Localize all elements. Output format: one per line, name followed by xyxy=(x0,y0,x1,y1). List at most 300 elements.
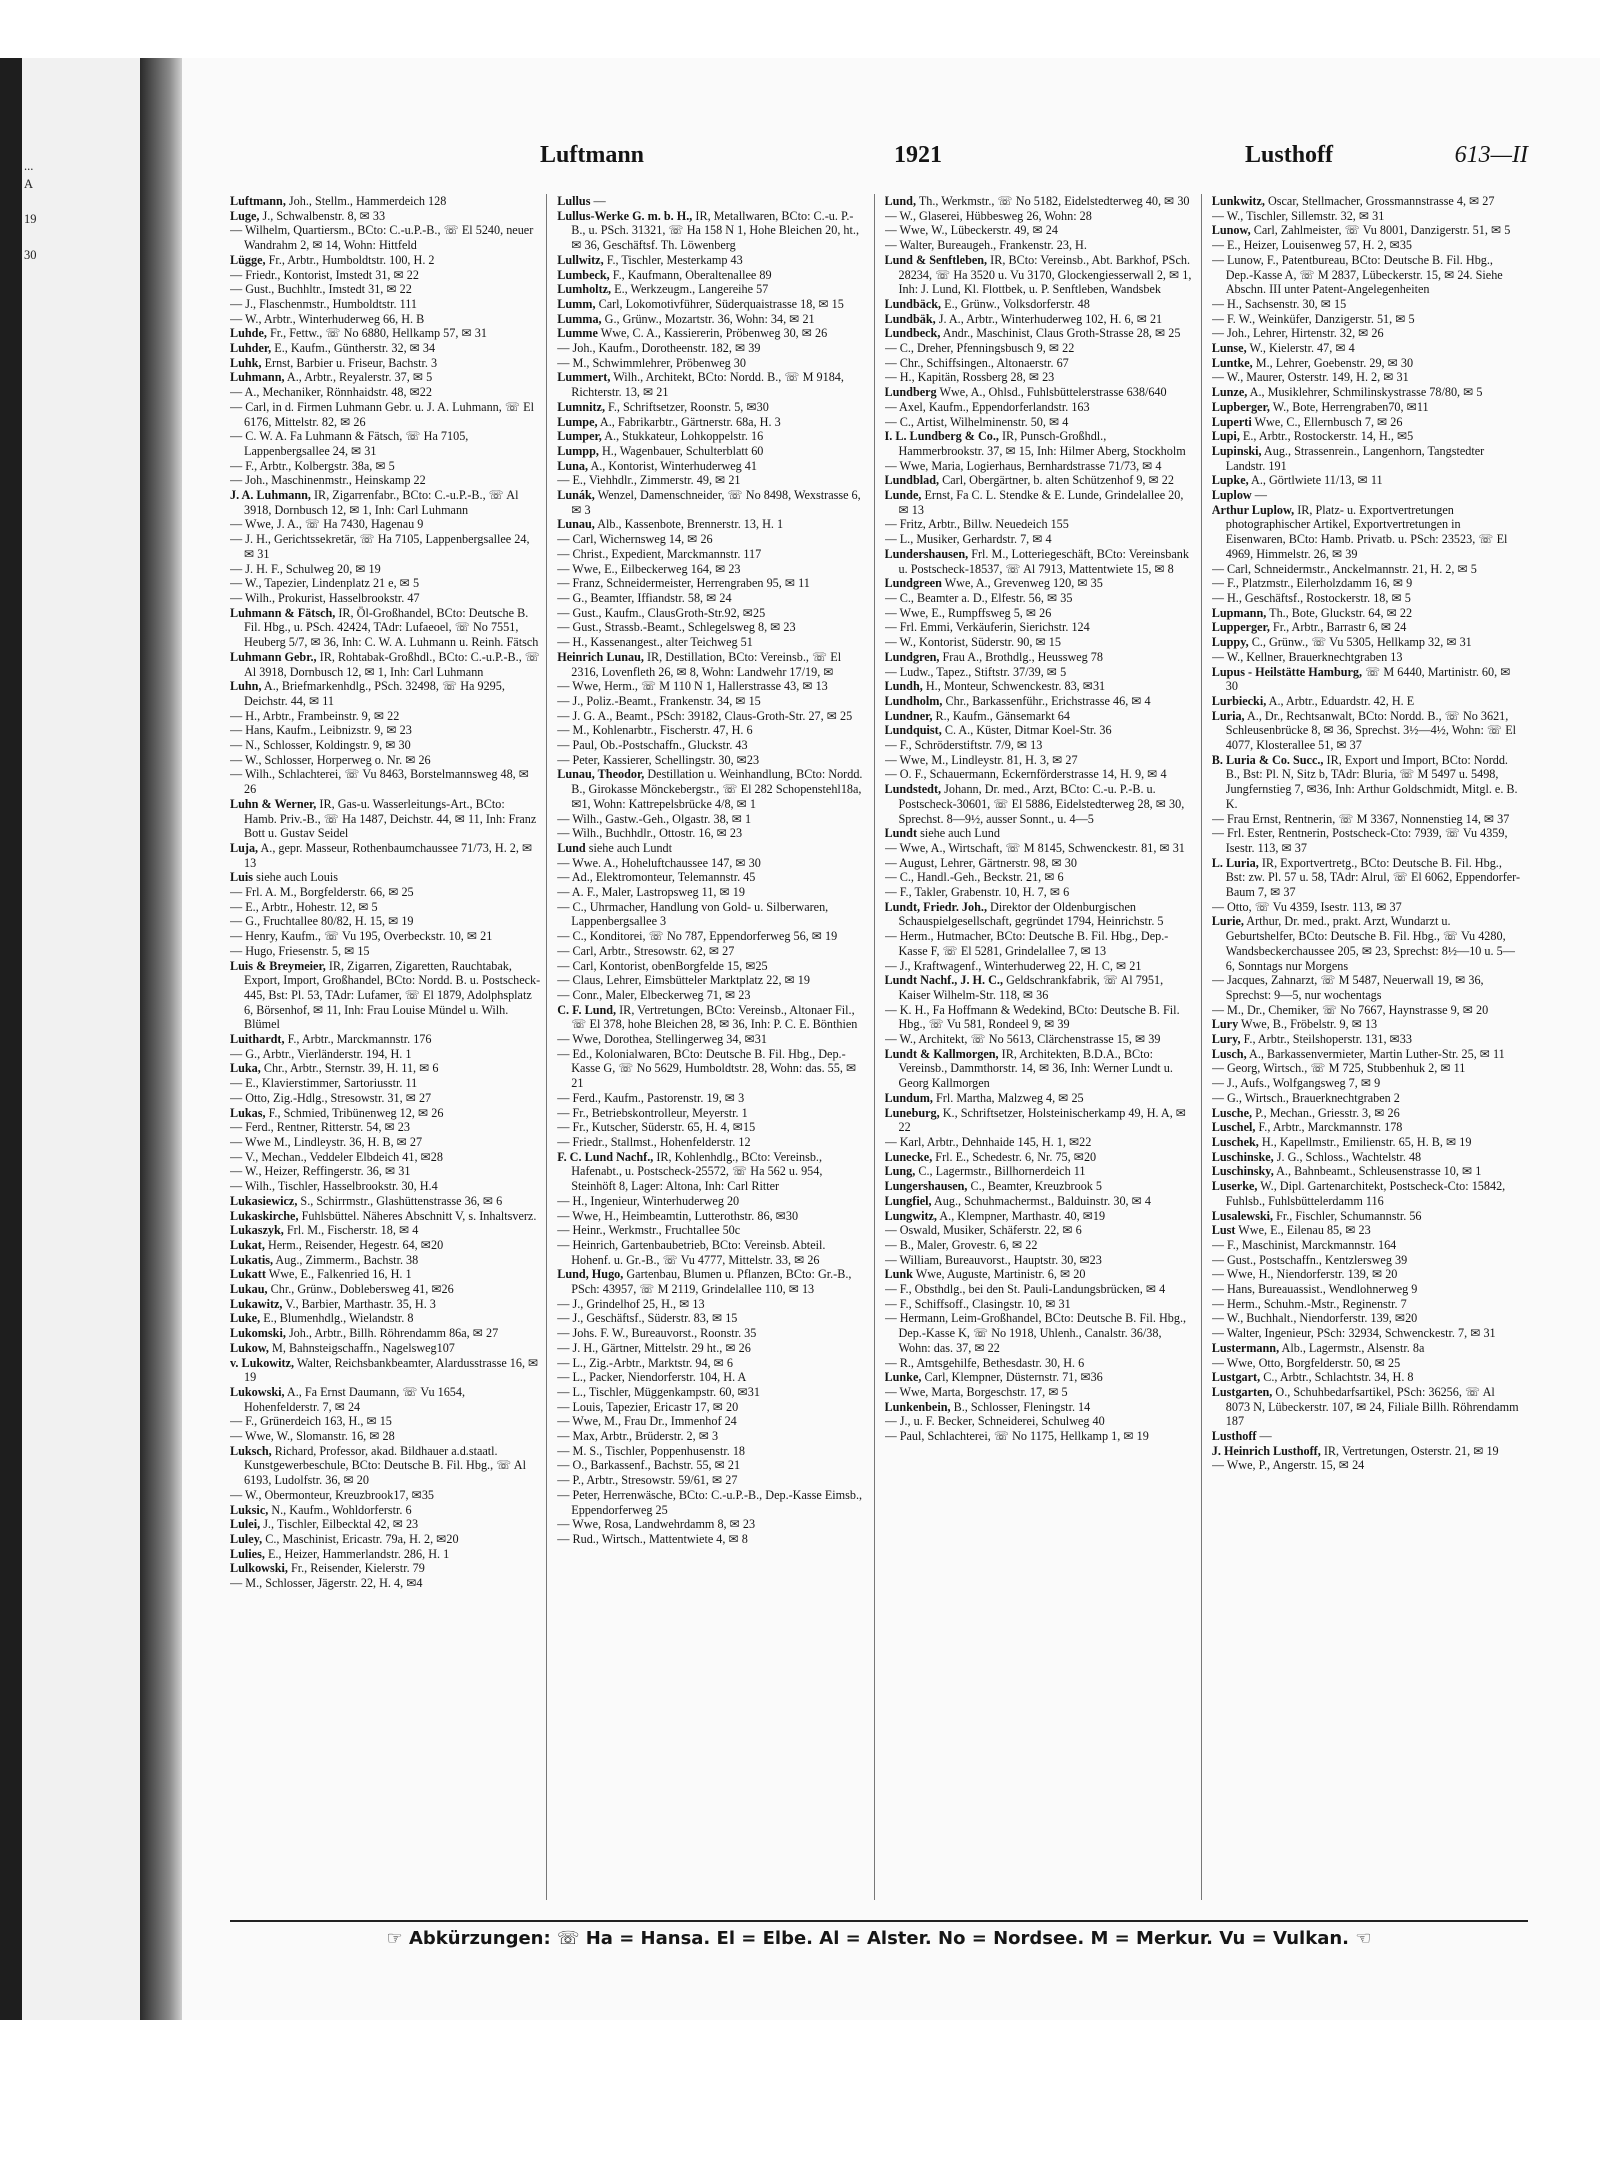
entry-name: Lundholm, xyxy=(884,693,943,708)
entry-details: — Wilh., Schlachterei, ☏ Vu 8463, Borstelmannsweg 48, ✉ 26 xyxy=(230,767,529,797)
entry-name: Lungwitz, xyxy=(884,1208,937,1223)
entry-details: A., Stukkateur, Lohkoppelstr. 16 xyxy=(601,429,764,444)
entry-details: — Johs. F. W., Bureauvorst., Roonstr. 35 xyxy=(557,1326,757,1341)
entry-details: F., Schriftsetzer, Roonstr. 5, ✉30 xyxy=(605,399,769,414)
entry-details: — Louis, Tapezier, Ericastr 17, ✉ 20 xyxy=(557,1399,739,1414)
entry-details: IR, Metallwaren, BCto: C.-u. P.-B., u. PSch. 31321, ☏ Ha 158 N 1, Hohe Bleichen 20, ht., ✉ 36, Geschäftsf. Th. Löwenberg xyxy=(571,208,859,253)
entry-details: — F., Obsthdlg., bei den St. Pauli-Landungsbrücken, ✉ 4 xyxy=(884,1282,1166,1297)
directory-entry xyxy=(557,400,867,415)
entry-details: A., Arbtr., Eduardstr. 42, H. E xyxy=(1266,693,1415,708)
directory-entry xyxy=(557,209,867,253)
entry-details: — G., Arbtr., Vierländerstr. 194, H. 1 xyxy=(230,1046,412,1061)
entry-details: — E., Arbtr., Hohestr. 12, ✉ 5 xyxy=(230,899,378,914)
entry-details: — W., Kontorist, Süderstr. 90, ✉ 15 xyxy=(884,635,1061,650)
entry-name: Lukatt xyxy=(230,1267,266,1282)
directory-entry xyxy=(1212,326,1522,341)
entry-details: — Wwe, Rosa, Landwehrdamm 8, ✉ 23 xyxy=(557,1517,756,1532)
entry-details: — Wwe, H., Niendorferstr. 139, ✉ 20 xyxy=(1211,1267,1398,1282)
directory-entry xyxy=(885,635,1195,650)
entry-details: IR, Zigarrenfabr., BCto: C.-u.P.-B., ☏ Al 3918, Dornbusch 12, ✉ 1, Inh: Carl Luhmann xyxy=(244,488,519,517)
entry-name: Lundt xyxy=(884,826,918,841)
entry-name: Lumbeck, xyxy=(557,267,610,282)
directory-entry xyxy=(557,1532,867,1547)
entry-name: Luge, xyxy=(230,208,260,223)
directory-entry xyxy=(557,253,867,268)
directory-entry xyxy=(1212,1370,1522,1385)
directory-entry xyxy=(230,297,540,312)
directory-entry xyxy=(557,268,867,283)
directory-entry xyxy=(557,356,867,371)
directory-entry xyxy=(885,679,1195,694)
directory-entry xyxy=(1212,1356,1522,1371)
directory-entry xyxy=(885,429,1195,458)
directory-entry xyxy=(557,856,867,871)
entry-details: — M., Dr., Chemiker, ☏ No 7667, Haynstrasse 9, ✉ 20 xyxy=(1211,1002,1489,1017)
directory-entry xyxy=(1212,900,1522,915)
directory-entry xyxy=(557,576,867,591)
entry-details: — Paul, Schlachterei, ☏ No 1175, Hellkamp 1, ✉ 19 xyxy=(884,1429,1149,1444)
directory-entry xyxy=(557,812,867,827)
directory-entry xyxy=(230,1253,540,1268)
directory-entry xyxy=(885,532,1195,547)
directory-entry xyxy=(885,591,1195,606)
directory-entry xyxy=(885,341,1195,356)
directory-entry xyxy=(230,1503,540,1518)
entry-details: Wwe, E., Eilenau 85, ✉ 23 xyxy=(1235,1223,1371,1238)
entry-name: Lukasiewicz, xyxy=(230,1193,298,1208)
entry-name: Luschek, xyxy=(1211,1135,1259,1149)
entry-details: — Friedr., Stallmst., Hohenfelderstr. 12 xyxy=(557,1135,751,1149)
entry-name: Lulies, xyxy=(230,1546,265,1561)
entry-name: Lupmann, xyxy=(1211,605,1267,620)
directory-entry xyxy=(557,650,867,679)
directory-entry xyxy=(230,194,540,209)
entry-details: F., Schmied, Tribünenweg 12, ✉ 26 xyxy=(265,1105,444,1120)
entry-details: H., Wagenbauer, Schulterblatt 60 xyxy=(598,443,764,458)
directory-entry xyxy=(1212,1444,1522,1459)
entry-name: Lummert, xyxy=(557,370,611,385)
directory-entry xyxy=(230,400,540,429)
directory-entry xyxy=(885,1003,1195,1032)
entry-name: Lügge, xyxy=(230,252,266,267)
entry-details: IR, Vertretungen, Osterstr. 21, ✉ 19 xyxy=(1320,1443,1499,1458)
entry-details: A., Dr., Rechtsanwalt, BCto: Nordd. B., ☏ No 3621, Schleusenbrücke 8, ✉ 36, Sprechst. 3½—4½, Wohn: ☏ El 4077, Klosterallee 51, ✉ 37 xyxy=(1225,708,1517,753)
entry-details: — J., Kraftwagenf., Winterhuderweg 22, H. C, ✉ 21 xyxy=(884,958,1142,973)
entry-name: Luithardt, xyxy=(230,1032,285,1047)
directory-entry xyxy=(557,753,867,768)
entry-details: — Frl. Emmi, Verkäuferin, Sierichstr. 124 xyxy=(884,620,1090,635)
directory-entry xyxy=(885,356,1195,371)
entry-name: Lusalewski, xyxy=(1211,1208,1274,1223)
directory-entry xyxy=(1212,488,1522,503)
directory-entry xyxy=(885,973,1195,1002)
directory-entry xyxy=(230,282,540,297)
directory-entry xyxy=(1212,826,1522,855)
entry-details: Wwe, C., Ellernbusch 7, ✉ 26 xyxy=(1251,414,1403,429)
directory-entry xyxy=(1212,473,1522,488)
running-header xyxy=(230,142,1528,182)
entry-name: Luksic, xyxy=(230,1502,269,1517)
entry-details: — H., Kapitän, Rossberg 28, ✉ 23 xyxy=(884,370,1055,385)
directory-entry xyxy=(557,297,867,312)
entry-details: — Peter, Herrenwäsche, BCto: C.-u.P.-B., Dep.-Kasse Eimsb., Eppendorferweg 25 xyxy=(557,1487,863,1517)
directory-entry xyxy=(885,1282,1195,1297)
directory-entry xyxy=(230,650,540,679)
directory-entry xyxy=(230,1282,540,1297)
entry-name: Lury, xyxy=(1211,1032,1241,1047)
directory-entry xyxy=(230,1414,540,1429)
directory-entry xyxy=(1212,753,1522,812)
entry-name: Lustgart, xyxy=(1211,1370,1261,1385)
directory-entry xyxy=(230,562,540,577)
entry-details: IR, BCto: Vereinsb., Abt. Barkhof, PSch. 28234, ☏ Ha 3520 u. Vu 3170, Glockengiesserwall 2, ✉ 1, Inh: J. Lund, Kl. Flottbek, u. P. Senftleben, Wandsbek xyxy=(898,252,1192,297)
entry-details: W., Kielerstr. 47, ✉ 4 xyxy=(1246,341,1355,356)
directory-entry xyxy=(230,944,540,959)
directory-entry xyxy=(1212,444,1522,473)
entry-details: — Wwe, H., Heimbeamtin, Lutterothstr. 86, ✉30 xyxy=(557,1208,799,1223)
entry-details: — Franz, Schneidermeister, Herrengraben 95, ✉ 11 xyxy=(557,576,810,591)
header-last-entry: Lusthoff xyxy=(1245,142,1334,168)
directory-entry xyxy=(557,1135,867,1150)
entry-details: M., Lehrer, Goebenstr. 29, ✉ 30 xyxy=(1252,355,1414,370)
entry-details: Aug., Schuhmachermst., Balduinstr. 30, ✉ 4 xyxy=(931,1193,1151,1208)
entry-details: IR, Gas-u. Wasserleitungs-Art., BCto: Hamb. Priv.-B., ☏ Ha 1487, Deichstr. 44, ✉ 11, Inh: Franz Bott u. Gustav Seidel xyxy=(244,796,537,841)
entry-details: — C., Uhrmacher, Handlung von Gold- u. Silberwaren, Lappenbergsallee 3 xyxy=(557,899,829,929)
directory-entry xyxy=(1212,576,1522,591)
entry-name: Luschel, xyxy=(1211,1120,1256,1135)
directory-entry xyxy=(230,326,540,341)
directory-entry xyxy=(1212,1267,1522,1282)
entry-name: Lunák, xyxy=(557,488,595,503)
entry-name: F. C. Lund Nachf., xyxy=(557,1149,654,1164)
directory-entry xyxy=(1212,1135,1522,1150)
entry-details: siehe auch Louis xyxy=(253,870,338,885)
entry-details: F., Arbtr., Marckmannstr. 178 xyxy=(1255,1120,1403,1135)
entry-name: B. Luria & Co. Succ., xyxy=(1211,752,1324,767)
entry-details: G., Grünw., Mozartstr. 36, Wohn: 34, ✉ 21 xyxy=(601,311,815,326)
directory-entry xyxy=(885,459,1195,474)
directory-entry xyxy=(885,767,1195,782)
entry-details: — Gust., Strassb.-Beamt., Schlegelsweg 8, ✉ 23 xyxy=(557,620,796,635)
entry-details: — Wilhelm, Quartiersm., BCto: C.-u.P.-B., ☏ El 5240, neuer Wandrahm 2, ✉ 14, Wohn: Hittfeld xyxy=(230,223,534,253)
entry-details: — H., Arbtr., Frambeinstr. 9, ✉ 22 xyxy=(230,708,400,723)
directory-entry xyxy=(230,1385,540,1414)
entry-name: Luja, xyxy=(230,840,259,855)
directory-entry xyxy=(557,488,867,517)
entry-name: Lupi, xyxy=(1211,429,1240,444)
directory-entry xyxy=(885,1385,1195,1400)
directory-entry xyxy=(1212,620,1522,635)
directory-entry xyxy=(1212,194,1522,209)
entry-details: — Wwe, Otto, Borgfelderstr. 50, ✉ 25 xyxy=(1211,1355,1401,1370)
entry-details: Carl, Obergärtner, b. alten Schützenhof 9, ✉ 22 xyxy=(939,473,1174,488)
entry-details: — W., Schlosser, Horperweg o. Nr. ✉ 26 xyxy=(230,752,431,767)
directory-entry xyxy=(230,223,540,252)
entry-name: Luschinske, xyxy=(1211,1149,1274,1164)
directory-entry xyxy=(557,885,867,900)
entry-name: Lundbeck, xyxy=(884,326,941,341)
entry-details: — Wwe, E., Rumpffsweg 5, ✉ 26 xyxy=(884,605,1052,620)
entry-name: Lury xyxy=(1211,1017,1239,1032)
directory-entry xyxy=(230,312,540,327)
entry-details: — William, Bureauvorst., Hauptstr. 30, ✉23 xyxy=(884,1252,1102,1267)
entry-name: Lullwitz, xyxy=(557,252,604,267)
directory-entry xyxy=(557,429,867,444)
entry-details: — C., Artist, Wilhelminenstr. 50, ✉ 4 xyxy=(884,414,1069,429)
directory-entry xyxy=(1212,1047,1522,1062)
directory-entry xyxy=(230,1047,540,1062)
directory-entry xyxy=(230,370,540,385)
entry-name: Luppy, xyxy=(1211,635,1249,650)
entry-details: IR, Punsch-Großhdl., Hammerbrookstr. 37, ✉ 15, Inh: Hilmer Aberg, Stockholm xyxy=(898,429,1186,458)
entry-details: — Heinrich, Gartenbaubetrieb, BCto: Vereinsb. Abteil. Hohenf. u. Gr.-B., ☏ Vu 4777, Mittelstr. 33, ✉ 26 xyxy=(557,1237,826,1267)
entry-details: — E., Klavierstimmer, Sartoriusstr. 11 xyxy=(230,1076,418,1091)
directory-entry xyxy=(230,1547,540,1562)
entry-details: A., gepr. Masseur, Rothenbaumchaussee 71/73, H. 2, ✉ 13 xyxy=(244,840,533,870)
entry-details: IR, Exportvertretg., BCto: Deutsche B. Fil. Hbg., Bst: zw. Pl. 57 u. 58, TAdr: Alrul, ☏ El 6062, Eppendorfer-Baum 7, ✉ 37 xyxy=(1225,855,1521,900)
entry-details: — Wwe, P., Angerstr. 15, ✉ 24 xyxy=(1211,1458,1365,1473)
entry-details: Frl. E., Schedestr. 6, Nr. 75, ✉20 xyxy=(932,1149,1097,1164)
entry-details: Aug., Strassenrein., Langenhorn, Tangstedter Landstr. 191 xyxy=(1225,443,1485,473)
directory-entry xyxy=(1212,223,1522,238)
directory-entry xyxy=(557,738,867,753)
entry-details: Chr., Barkassenführ., Erichstrasse 46, ✉ 4 xyxy=(942,693,1151,708)
directory-entry xyxy=(557,532,867,547)
entry-details: — E., Viehhdlr., Zimmerstr. 49, ✉ 21 xyxy=(557,473,741,488)
directory-entry xyxy=(1212,973,1522,1002)
entry-details: K., Schriftsetzer, Holsteinischerkamp 49, H. A, ✉ 22 xyxy=(898,1105,1187,1135)
entry-details: Wwe, E., Falkenried 16, H. 1 xyxy=(265,1267,412,1282)
entry-details: Chr., Arbtr., Sternstr. 39, H. 11, ✉ 6 xyxy=(260,1061,439,1076)
entry-name: I. L. Lundberg & Co., xyxy=(884,429,999,444)
directory-entry xyxy=(885,1400,1195,1415)
page-content xyxy=(230,58,1528,2020)
entry-details: — Jacques, Zahnarzt, ☏ M 5487, Neuerwall 19, ✉ 36, Sprechst: 9—5, nur wochentags xyxy=(1211,973,1484,1002)
entry-details: — O., Barkassenf., Bachstr. 55, ✉ 21 xyxy=(557,1458,741,1473)
entry-details: A., Bahnbeamt., Schleusenstrasse 10, ✉ 1 xyxy=(1273,1164,1482,1179)
directory-entry xyxy=(885,650,1195,665)
directory-entry xyxy=(230,1297,540,1312)
directory-entry xyxy=(557,959,867,974)
header-first-entry: Luftmann xyxy=(540,142,645,168)
directory-entry xyxy=(1212,1223,1522,1238)
directory-entry xyxy=(557,415,867,430)
entry-name: Luis & Breymeier, xyxy=(230,958,326,973)
entry-details: A., Görtlwiete 11/13, ✉ 11 xyxy=(1248,473,1383,488)
book-binding xyxy=(0,58,22,2020)
directory-entry xyxy=(230,753,540,768)
entry-details: — W., Maurer, Osterstr. 149, H. 2, ✉ 31 xyxy=(1211,370,1409,385)
entry-details: — Frau Ernst, Rentnerin, ☏ M 3367, Nonnenstieg 14, ✉ 37 xyxy=(1211,811,1510,826)
entry-name: Luke, xyxy=(230,1311,261,1326)
directory-entry xyxy=(557,929,867,944)
directory-entry xyxy=(885,194,1195,209)
directory-entry xyxy=(1212,238,1522,253)
directory-entry xyxy=(885,1253,1195,1268)
entry-details: — Christ., Expedient, Marckmannstr. 117 xyxy=(557,546,762,561)
entry-details: — L., Tischler, Müggenkampstr. 60, ✉31 xyxy=(557,1384,760,1399)
directory-entry xyxy=(557,444,867,459)
entry-name: Lukow, xyxy=(230,1340,269,1355)
entry-details: — H., Sachsenstr. 30, ✉ 15 xyxy=(1211,296,1347,311)
directory-entry xyxy=(230,1238,540,1253)
entry-details: — F., Schiffsoff., Clasingstr. 10, ✉ 31 xyxy=(884,1296,1071,1311)
entry-name: Lumnitz, xyxy=(557,399,605,414)
column-4 xyxy=(1212,194,1528,1900)
entry-name: Lupus - Heilstätte Hamburg, xyxy=(1211,664,1363,679)
entry-name: Luhmann, xyxy=(230,370,285,385)
entry-details: — P., Arbtr., Stresowstr. 59/61, ✉ 27 xyxy=(557,1473,738,1488)
directory-entry xyxy=(885,576,1195,591)
entry-details: — W., Buchhalt., Niendorferstr. 139, ✉20 xyxy=(1211,1311,1418,1326)
entry-name: Luftmann, xyxy=(230,194,286,208)
directory-entry xyxy=(885,1179,1195,1194)
directory-entry xyxy=(1212,341,1522,356)
header-year: 1921 xyxy=(894,142,942,168)
directory-entry xyxy=(557,973,867,988)
directory-entry xyxy=(230,1311,540,1326)
entry-details: — Joh., Lehrer, Hirtenstr. 32, ✉ 26 xyxy=(1211,326,1384,341)
directory-entry xyxy=(557,1385,867,1400)
entry-name: Lukomski, xyxy=(230,1326,286,1341)
entry-name: Lunow, xyxy=(1211,223,1251,238)
directory-entry xyxy=(557,1209,867,1224)
directory-entry xyxy=(1212,606,1522,621)
directory-entry xyxy=(557,370,867,399)
directory-entry xyxy=(1212,415,1522,430)
entry-details: — Henry, Kaufm., ☏ Vu 195, Overbeckstr. 10, ✉ 21 xyxy=(230,929,493,944)
directory-entry xyxy=(230,959,540,1033)
entry-name: Lundblad, xyxy=(884,473,940,488)
entry-details: — Joh., Kaufm., Dorotheenstr. 182, ✉ 39 xyxy=(557,341,761,356)
entry-name: Lunkwitz, xyxy=(1211,194,1265,208)
entry-details: Oscar, Stellmacher, Grossmannstrasse 4, ✉ 27 xyxy=(1264,194,1495,208)
entry-name: Lumper, xyxy=(557,429,602,444)
entry-details: Th., Bote, Gluckstr. 64, ✉ 22 xyxy=(1266,605,1413,620)
directory-entry xyxy=(557,709,867,724)
entry-details: E., Arbtr., Rostockerstr. 14, H., ✉5 xyxy=(1239,429,1414,444)
directory-entry xyxy=(885,1135,1195,1150)
entry-details: — V., Mechan., Veddeler Elbdeich 41, ✉28 xyxy=(230,1149,443,1164)
entry-name: Lukaskirche, xyxy=(230,1208,299,1223)
directory-entry xyxy=(230,1106,540,1121)
column-3 xyxy=(885,194,1202,1900)
directory-entry xyxy=(557,1414,867,1429)
directory-entry xyxy=(1212,1429,1522,1444)
entry-details: Frl. M., Fischerstr. 18, ✉ 4 xyxy=(283,1223,419,1238)
entry-details: Wwe, C. A., Kassiererin, Pröbenweg 30, ✉ 26 xyxy=(597,326,828,341)
entry-details: W., Dipl. Gartenarchitekt, Postscheck-Cto: 15842, Fuhlsb., Fuhlsbüttelerdamm 116 xyxy=(1225,1179,1506,1208)
directory-entry xyxy=(885,1267,1195,1282)
directory-entry xyxy=(885,738,1195,753)
entry-details: Joh., Arbtr., Billh. Röhrendamm 86a, ✉ 27 xyxy=(285,1326,499,1341)
entry-details: F., Arbtr., Marckmannstr. 176 xyxy=(284,1032,432,1047)
abbreviations-footer: ☞ Abkürzungen: ☏ Ha = Hansa. El = Elbe. Al = Alster. No = Nordsee. M = Merkur. Vu = Vulkan. ☜ xyxy=(230,1920,1528,1962)
directory-entry xyxy=(230,900,540,915)
entry-details: — Carl, Schneidermstr., Anckelmannstr. 21, H. 2, ✉ 5 xyxy=(1211,561,1477,576)
entry-details: Wwe, A., Grevenweg 120, ✉ 35 xyxy=(941,576,1103,591)
entry-details: F., Tischler, Mesterkamp 43 xyxy=(603,252,743,267)
directory-entry xyxy=(230,209,540,224)
directory-entry xyxy=(1212,429,1522,444)
entry-details: Wilh., Architekt, BCto: Nordd. B., ☏ M 9184, Richterstr. 13, ✉ 21 xyxy=(571,370,844,400)
directory-entry xyxy=(885,326,1195,341)
entry-details: — C., Dreher, Pfenningsbusch 9, ✉ 22 xyxy=(884,341,1075,356)
directory-entry xyxy=(230,1267,540,1282)
directory-entry xyxy=(557,326,867,341)
directory-entry xyxy=(885,753,1195,768)
directory-entry xyxy=(230,1135,540,1150)
directory-entry xyxy=(1212,1003,1522,1018)
entry-details: N., Kaufm., Wohldorferstr. 6 xyxy=(268,1502,412,1517)
entry-name: Lusch, xyxy=(1211,1046,1247,1061)
directory-entry xyxy=(557,1194,867,1209)
entry-details: — W., Arbtr., Winterhuderweg 66, H. B xyxy=(230,311,425,326)
entry-name: Lund, Hugo, xyxy=(557,1267,624,1282)
entry-name: J. Heinrich Lusthoff, xyxy=(1211,1443,1321,1458)
directory-entry xyxy=(885,665,1195,680)
directory-entry xyxy=(885,1356,1195,1371)
directory-entry xyxy=(557,1311,867,1326)
entry-details: — J., Grindelhof 25, H., ✉ 13 xyxy=(557,1296,705,1311)
entry-name: Luplow xyxy=(1211,488,1252,503)
entry-details: — Hans, Kaufm., Leibnizstr. 9, ✉ 23 xyxy=(230,723,412,738)
directory-entry xyxy=(230,767,540,796)
entry-details: — Ed., Kolonialwaren, BCto: Deutsche B. Fil. Hbg., Dep.-Kasse G, ☏ No 5629, Humboldtstr. 28, Wohn: das. 55, ✉ 21 xyxy=(557,1046,857,1091)
entry-details: — L., Zig.-Arbtr., Marktstr. 94, ✉ 6 xyxy=(557,1355,733,1370)
column-2 xyxy=(557,194,874,1900)
directory-entry xyxy=(230,1576,540,1591)
entry-name: Arthur Luplow, xyxy=(1211,502,1295,517)
directory-entry xyxy=(885,606,1195,621)
directory-entry xyxy=(1212,694,1522,709)
entry-details: — Fr., Betriebskontrolleur, Meyerstr. 1 xyxy=(557,1105,748,1120)
entry-details: C., Lagermstr., Billhornerdeich 11 xyxy=(915,1164,1086,1179)
directory-entry xyxy=(230,1444,540,1488)
entry-details: E., Grünw., Volksdorferstr. 48 xyxy=(941,296,1090,311)
directory-entry xyxy=(1212,1032,1522,1047)
entry-name: Lundbäck, xyxy=(884,296,942,311)
entry-details: — Lunow, F., Patentbureau, BCto: Deutsche B. Fil. Hbg., Dep.-Kasse A, ☏ M 2837, Lübeckerstr. 15, ✉ 24. Siehe Abschn. III unter Patent-Angelegenheiten xyxy=(1211,252,1503,297)
directory-entry xyxy=(1212,1061,1522,1076)
entry-name: Lunk xyxy=(884,1267,913,1282)
entry-details: IR, Öl-Großhandel, BCto: Deutsche B. Fil. Hbg., u. PSch. 42424, TAdr: Lufaeoel, ☏ No 7551, Heuberg 5/7, ✉ 36, Inh: C. W. A. Luhmann u. Reinh. Fätsch xyxy=(244,605,539,650)
entry-details: Alb., Kassenbote, Brennerstr. 13, H. 1 xyxy=(594,517,784,532)
entry-details: — Hermann, Leim-Großhandel, BCto: Deutsche B. Fil. Hbg., Dep.-Kasse K, ☏ No 1918, Uhlenh., Canalstr. 36/38, Wohn: das. 37, ✉ 22 xyxy=(884,1311,1187,1355)
entry-details: — Paul, Ob.-Postschaffn., Gluckstr. 43 xyxy=(557,738,748,753)
entry-name: Lusthoff xyxy=(1211,1429,1257,1444)
entry-name: Lurbiecki, xyxy=(1211,693,1267,708)
directory-entry xyxy=(885,385,1195,400)
directory-entry xyxy=(557,1150,867,1194)
directory-entry xyxy=(1212,1297,1522,1312)
directory-entry xyxy=(230,1209,540,1224)
entry-details: Fr., Arbtr., Humboldtstr. 100, H. 2 xyxy=(265,252,435,267)
entry-details: Wwe, B., Fröbelstr. 9, ✉ 13 xyxy=(1238,1017,1378,1032)
entry-details: Carl, Lokomotivführer, Süderquaistrasse 18, ✉ 15 xyxy=(595,296,844,311)
entry-details: B., Schlosser, Fleningstr. 14 xyxy=(950,1399,1091,1414)
directory-entry xyxy=(230,253,540,268)
directory-entry xyxy=(230,591,540,606)
entry-name: Lukowski, xyxy=(230,1384,285,1399)
directory-entry xyxy=(1212,1120,1522,1135)
entry-details: — Gust., Kaufm., ClausGroth-Str.92, ✉25 xyxy=(557,605,766,620)
entry-details: A., Fabrikarbtr., Gärtnerstr. 68a, H. 3 xyxy=(597,414,781,429)
directory-entry xyxy=(557,1473,867,1488)
entry-details: — F., Arbtr., Kolbergstr. 38a, ✉ 5 xyxy=(230,458,395,473)
directory-entry xyxy=(230,679,540,708)
left-page-edge xyxy=(22,58,140,2020)
